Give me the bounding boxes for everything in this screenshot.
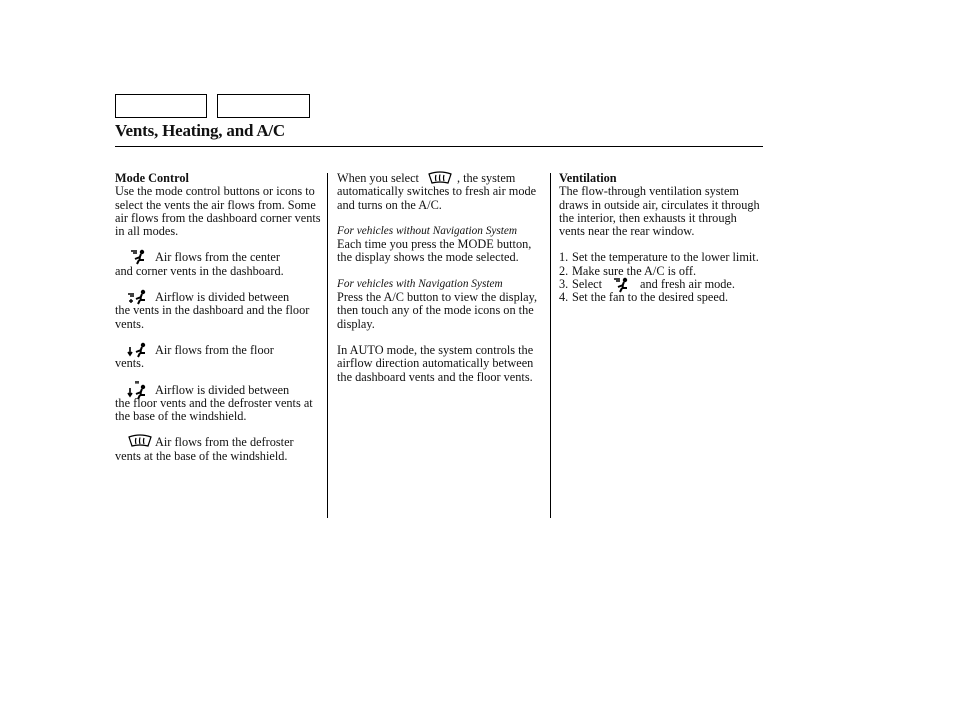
ventilation-intro: The flow-through ventilation system draws in outside air, circulates it through the interior, then exhausts it through vents near the rear window. — [559, 184, 760, 239]
column-divider — [327, 173, 328, 518]
note-without-navigation: For vehicles without Navigation System — [337, 224, 518, 237]
dash-vent-icon — [602, 278, 640, 291]
list-item: 2. Make sure the A/C is off. — [559, 263, 697, 278]
mode-item: Air flows from the floor vents. — [115, 342, 274, 371]
list-item: 4. Set the fan to the desired speed. — [559, 290, 729, 305]
list-item: 1. Set the temperature to the lower limit. — [559, 250, 759, 265]
main-menu-button[interactable] — [115, 94, 207, 118]
ventilation-column — [559, 172, 765, 305]
mode-control-intro: Use the mode control buttons or icons to select the vents the air flows from. Some air flows from the dashboard corner vents in all modes. — [115, 184, 321, 239]
ventilation-steps — [559, 251, 765, 304]
defrost-icon — [419, 172, 457, 185]
note-with-navigation: For vehicles with Navigation System — [337, 277, 503, 290]
bi-level-vent-icon — [115, 291, 155, 304]
defrost-vent-icon — [115, 436, 155, 449]
ventilation-heading: Ventilation — [559, 171, 617, 185]
page-title: Vents, Heating, and A/C — [115, 121, 285, 140]
mode-item: Airflow is divided between the floor vents and the defroster vents at the base of the windshield. — [115, 382, 313, 424]
defrost-select-paragraph: When you select , the system automatically switches to fresh air mode and turns on the A/C. — [337, 171, 537, 212]
dash-vent-icon — [115, 251, 155, 264]
mode-item: Airflow is divided between the vents in the dashboard and the floor vents. — [115, 290, 310, 331]
mode-control-column — [115, 172, 321, 463]
floor-vent-icon — [115, 344, 155, 357]
mode-button-paragraph: Each time you press the MODE button, the display shows the mode selected. — [337, 237, 532, 265]
auto-mode-paragraph: In AUTO mode, the system controls the airflow direction automatically between the dashboard vents and the floor vents. — [337, 342, 534, 384]
list-item: 3. Select and fresh air mode. — [559, 277, 735, 292]
floor-defrost-vent-icon — [115, 384, 155, 397]
defrost-info-column — [337, 172, 543, 384]
mode-item: Air flows from the defroster vents at the base of the windshield. — [115, 435, 294, 463]
ac-button-paragraph: Press the A/C button to view the display, then touch any of the mode icons on the display. — [337, 290, 538, 331]
column-divider — [550, 173, 551, 518]
index-button[interactable] — [217, 94, 310, 118]
mode-control-heading: Mode Control — [115, 171, 189, 185]
title-rule — [115, 146, 763, 147]
mode-item: Air flows from the center and corner vents in the dashboard. — [115, 250, 284, 278]
